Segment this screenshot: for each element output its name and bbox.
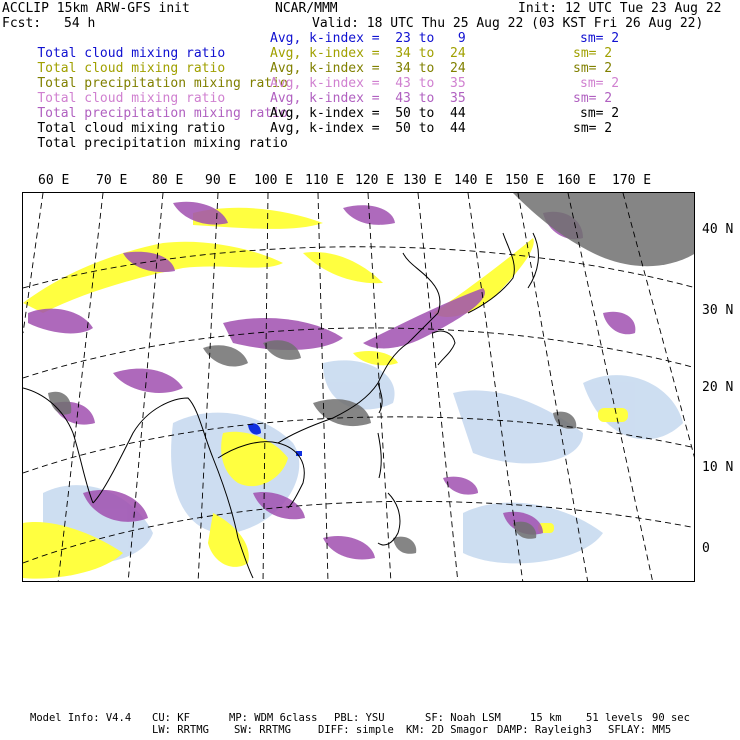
- light-blue-cloud-layer: [43, 360, 683, 563]
- field-avg: Avg, k-index = 50 to 44: [270, 121, 466, 136]
- lon-label: 120 E: [355, 173, 395, 188]
- field-name: Total precipitation mixing ratio: [37, 76, 288, 91]
- lon-label: 140 E: [454, 173, 494, 188]
- field-avg: Avg, k-index = 43 to 35: [270, 76, 466, 91]
- field-sm: sm= 2: [573, 61, 613, 76]
- lon-label: 170 E: [612, 173, 652, 188]
- field-avg: Avg, k-index = 50 to 44: [270, 106, 466, 121]
- lon-label: 70 E: [96, 173, 128, 188]
- lat-label: 20 N: [702, 380, 734, 395]
- footer-lw: LW: RRTMG: [152, 724, 209, 736]
- footer-resolution: 15 km: [530, 712, 562, 724]
- model-title: ACCLIP 15km ARW-GFS init: [2, 1, 190, 16]
- lon-label: 80 E: [152, 173, 184, 188]
- field-avg: Avg, k-index = 34 to 24: [270, 61, 466, 76]
- lon-label: 160 E: [557, 173, 597, 188]
- lat-label: 10 N: [702, 460, 734, 475]
- footer-mp: MP: WDM 6class: [229, 712, 318, 724]
- footer-model-info: Model Info: V4.4: [30, 712, 132, 724]
- field-avg: Avg, k-index = 23 to 9: [270, 31, 466, 46]
- map-canvas: [23, 193, 695, 582]
- footer-sf: SF: Noah LSM: [425, 712, 501, 724]
- footer-sw: SW: RRTMG: [234, 724, 291, 736]
- lat-label: 0: [702, 541, 710, 556]
- init-time: Init: 12 UTC Tue 23 Aug 22: [518, 1, 722, 16]
- field-name: Total precipitation mixing ratio: [37, 106, 288, 121]
- footer-levels: 51 levels: [586, 712, 643, 724]
- field-sm: sm= 2: [573, 46, 613, 61]
- valid-time: Valid: 18 UTC Thu 25 Aug 22 (03 KST Fri 26 Aug 22): [312, 16, 704, 31]
- lat-label: 30 N: [702, 303, 734, 318]
- fcst-value: 54 h: [64, 16, 96, 31]
- footer-diff: DIFF: simple: [318, 724, 394, 736]
- lon-label: 100 E: [254, 173, 294, 188]
- footer-km: KM: 2D Smagor: [406, 724, 489, 736]
- field-name: Total cloud mixing ratio: [37, 46, 226, 61]
- field-avg: Avg, k-index = 34 to 24: [270, 46, 466, 61]
- footer-timestep: 90 sec: [652, 712, 690, 724]
- lon-label: 60 E: [38, 173, 70, 188]
- lon-label: 110 E: [305, 173, 345, 188]
- field-name: Total cloud mixing ratio: [37, 121, 226, 136]
- field-name: Total cloud mixing ratio: [37, 91, 226, 106]
- field-avg: Avg, k-index = 43 to 35: [270, 91, 466, 106]
- field-sm: sm= 2: [573, 121, 613, 136]
- field-sm: sm= 2: [573, 91, 613, 106]
- field-name: Total precipitation mixing ratio: [37, 136, 288, 151]
- field-sm: sm= 2: [580, 76, 620, 91]
- footer-pbl: PBL: YSU: [334, 712, 385, 724]
- map-panel: [22, 192, 695, 582]
- footer-cu: CU: KF: [152, 712, 190, 724]
- field-sm: sm= 2: [580, 106, 620, 121]
- lon-label: 150 E: [505, 173, 545, 188]
- lat-label: 40 N: [702, 222, 734, 237]
- field-name: Total cloud mixing ratio: [37, 61, 226, 76]
- center-label: NCAR/MMM: [275, 1, 338, 16]
- fcst-label: Fcst:: [2, 16, 42, 31]
- lon-label: 130 E: [403, 173, 443, 188]
- lon-label: 90 E: [205, 173, 237, 188]
- footer-sflay: SFLAY: MM5: [608, 724, 672, 736]
- field-row: [6, 121, 288, 151]
- footer-damp: DAMP: Rayleigh3: [497, 724, 592, 736]
- field-sm: sm= 2: [580, 31, 620, 46]
